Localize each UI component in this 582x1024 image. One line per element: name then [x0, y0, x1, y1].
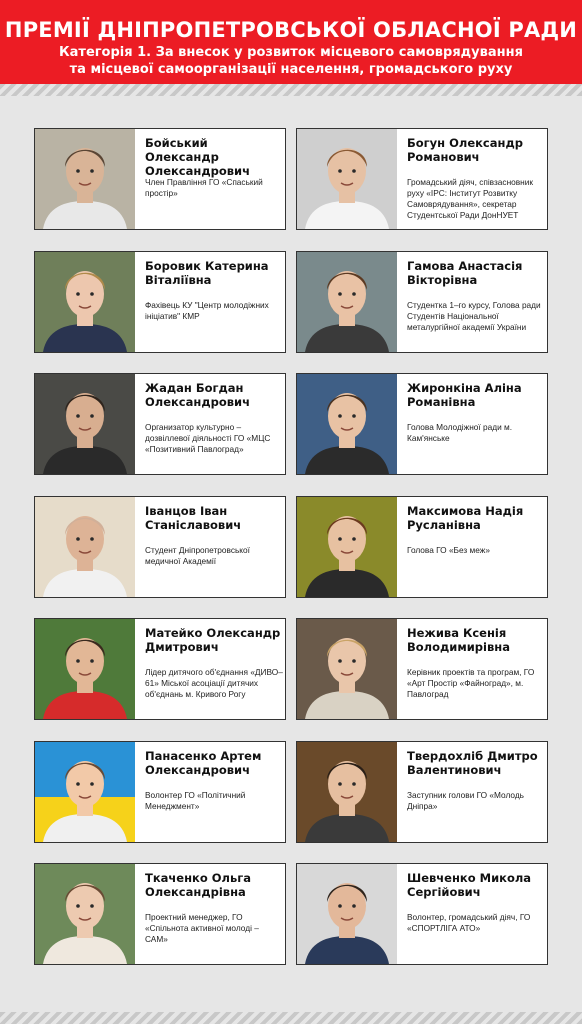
laureate-description: Заступник голови ГО «Молодь Дніпра» — [407, 790, 524, 811]
laureate-name: Гамова Анастасія Вікторівна — [407, 259, 523, 287]
laureate-description: Студентка 1–го курсу, Голова ради Студентів Національної металургійної академії України — [407, 300, 541, 332]
laureate-card — [296, 373, 548, 475]
header-banner — [0, 0, 582, 84]
laureate-photo — [35, 742, 135, 842]
laureate-description: Проектний менеджер, ГО «Спільнота активної молоді – САМ» — [145, 912, 259, 944]
laureate-photo — [297, 252, 397, 352]
laureate-description: Громадський діяч, співзасновник руху «IPC: Інститут Розвитку Самоврядування», секретар Студентської Ради ДонНУЕТ — [407, 177, 534, 220]
laureate-description: Голова ГО «Без меж» — [407, 545, 490, 555]
laureate-photo — [297, 129, 397, 229]
laureate-name: Богун Олександр Романович — [407, 136, 523, 164]
laureate-photo — [35, 374, 135, 474]
laureate-photo — [35, 497, 135, 597]
laureate-name: Максимова Надія Русланівна — [407, 504, 524, 532]
laureate-photo — [35, 252, 135, 352]
category-subtitle — [0, 44, 582, 78]
laureate-photo — [297, 497, 397, 597]
laureate-name: Шевченко Микола Сергійович — [407, 871, 532, 899]
laureate-card — [34, 251, 286, 353]
laureate-card — [296, 496, 548, 598]
laureate-photo — [35, 619, 135, 719]
laureate-photo — [35, 129, 135, 229]
laureate-card — [34, 128, 286, 230]
laureate-name: Твердохліб Дмитро Валентинович — [407, 749, 538, 777]
laureate-description: Фахівець КУ "Центр молодіжних ініціатив" КМР — [145, 300, 269, 321]
laureate-name: Бойський Олександр Олександрович — [145, 136, 250, 178]
laureate-card — [296, 741, 548, 843]
laureate-description: Керівник проектів та програм, ГО «Арт Простір «Файноград», м. Павлоград — [407, 667, 535, 699]
laureate-name: Панасенко Артем Олександрович — [145, 749, 262, 777]
page-title: ПРЕМІЇ ДНІПРОПЕТРОВСЬКОЇ ОБЛАСНОЇ РАДИ — [4, 18, 578, 42]
laureate-card — [34, 496, 286, 598]
laureate-photo — [35, 864, 135, 964]
laureate-name: Іванцов Іван Станіславович — [145, 504, 242, 532]
laureate-photo — [297, 374, 397, 474]
category-line-2: та місцевої самоорганізації населення, громадського руху — [69, 62, 513, 77]
laureate-name: Боровик Катерина Віталіївна — [145, 259, 269, 287]
bottom-stripe-divider — [0, 1012, 582, 1024]
laureate-description: Голова Молодіжної ради м. Кам'янське — [407, 422, 513, 443]
laureate-description: Волонтер, громадський діяч, ГО «СПОРТЛІГА АТО» — [407, 912, 531, 933]
laureate-card — [34, 741, 286, 843]
laureate-card — [296, 618, 548, 720]
laureate-name: Ткаченко Ольга Олександрівна — [145, 871, 251, 899]
laureate-photo — [297, 742, 397, 842]
laureate-photo — [297, 864, 397, 964]
laureate-card — [296, 251, 548, 353]
laureate-card — [34, 373, 286, 475]
laureate-card — [34, 618, 286, 720]
laureate-name: Жиронкіна Аліна Романівна — [407, 381, 522, 409]
laureate-name: Нежива Ксенія Володимирівна — [407, 626, 510, 654]
laureate-description: Член Правління ГО «Спаський простір» — [145, 177, 263, 198]
laureate-photo — [297, 619, 397, 719]
laureate-description: Лідер дитячого об'єднання «ДИВО–61» Міської асоціації дитячих об'єднань м. Кривого Рогу — [145, 667, 283, 699]
category-line-1: Категорія 1. За внесок у розвиток місцевого самоврядування — [59, 45, 523, 60]
laureate-name: Матейко Олександр Дмитрович — [145, 626, 281, 654]
laureate-description: Студент Дніпропетровської медичної Академії — [145, 545, 250, 566]
laureate-description: Организатор культурно – дозвіллевої діяльності ГО «МЦС «Позитивний Павлоград» — [145, 422, 271, 454]
laureate-description: Волонтер ГО «Політичний Менеджмент» — [145, 790, 246, 811]
laureate-card — [296, 128, 548, 230]
laureate-card — [34, 863, 286, 965]
top-stripe-divider — [0, 84, 582, 96]
laureate-name: Жадан Богдан Олександрович — [145, 381, 250, 409]
laureate-card — [296, 863, 548, 965]
